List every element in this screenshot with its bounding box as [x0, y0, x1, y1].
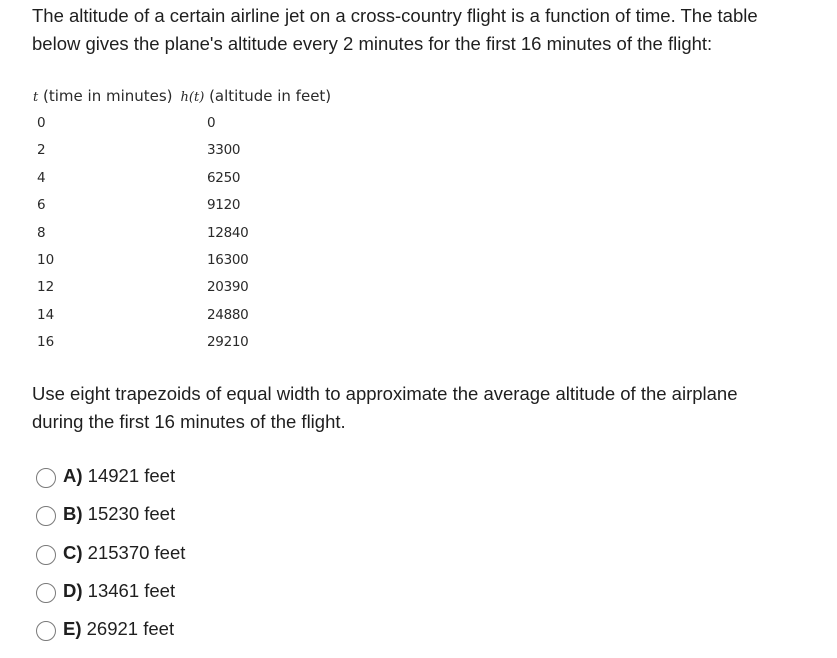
option-value: 15230 feet — [87, 503, 176, 525]
time-cell: 8 — [37, 224, 46, 241]
altitude-cell: 0 — [207, 115, 216, 131]
option-label[interactable] — [63, 580, 175, 602]
header-time — [33, 84, 173, 110]
time-cell: 4 — [37, 169, 46, 186]
option-value: 13461 feet — [87, 580, 176, 602]
option-letter: E) — [63, 618, 82, 640]
altitude-cell: 3300 — [207, 142, 241, 159]
time-cell: 2 — [37, 142, 46, 159]
header-h-label: (altitude in feet) — [209, 87, 332, 105]
header-t-label: (time in minutes) — [43, 87, 173, 105]
header-h-var: h(t) — [180, 90, 205, 105]
table-row — [33, 300, 331, 327]
answer-option-b[interactable] — [36, 495, 185, 533]
option-label[interactable] — [63, 542, 185, 564]
radio-button[interactable] — [36, 506, 56, 526]
answer-option-d[interactable] — [36, 572, 185, 610]
altitude-cell: 29210 — [207, 334, 249, 351]
option-label[interactable] — [63, 618, 174, 640]
time-cell: 6 — [37, 197, 46, 214]
altitude-cell: 9120 — [207, 197, 241, 214]
answer-option-a[interactable] — [36, 457, 185, 495]
table-row — [33, 163, 331, 190]
altitude-cell: 24880 — [207, 306, 249, 323]
option-value: 215370 feet — [87, 541, 186, 563]
altitude-cell: 12840 — [207, 224, 249, 241]
time-cell: 12 — [37, 279, 55, 296]
table-row — [33, 135, 331, 162]
time-cell: 14 — [37, 306, 55, 323]
option-label[interactable] — [63, 465, 175, 487]
header-t-var: t — [33, 90, 39, 105]
table-header — [33, 84, 331, 108]
option-letter: B) — [63, 503, 83, 525]
answer-option-c[interactable] — [36, 534, 185, 572]
table-row — [33, 245, 331, 272]
radio-button[interactable] — [36, 621, 56, 641]
option-letter: A) — [63, 465, 83, 487]
option-label[interactable] — [63, 503, 175, 525]
altitude-table — [33, 84, 331, 355]
radio-button[interactable] — [36, 583, 56, 603]
radio-button[interactable] — [36, 545, 56, 565]
answer-options — [36, 457, 185, 648]
question-prompt: Use eight trapezoids of equal width to approximate the average altitude of the airplane during the first 16 minutes of the flight. — [32, 383, 738, 432]
problem-intro: The altitude of a certain airline jet on a cross-country flight is a function of time. The table below gives the plane's altitude every 2 minutes for the first 16 minutes of the flight: — [32, 5, 758, 54]
option-letter: C) — [63, 541, 83, 563]
table-row — [33, 218, 331, 245]
option-value: 14921 feet — [87, 465, 176, 487]
table-row — [33, 108, 331, 135]
altitude-cell: 16300 — [207, 251, 249, 268]
table-row — [33, 272, 331, 299]
table-row — [33, 327, 331, 354]
altitude-cell: 20390 — [207, 279, 249, 296]
answer-option-e[interactable] — [36, 610, 185, 648]
header-altitude — [181, 84, 332, 110]
table-row — [33, 190, 331, 217]
time-cell: 0 — [37, 115, 46, 131]
option-letter: D) — [63, 580, 83, 602]
radio-button[interactable] — [36, 468, 56, 488]
option-value: 26921 feet — [86, 618, 175, 640]
altitude-cell: 6250 — [207, 169, 241, 186]
time-cell: 16 — [37, 334, 55, 351]
time-cell: 10 — [37, 251, 55, 268]
